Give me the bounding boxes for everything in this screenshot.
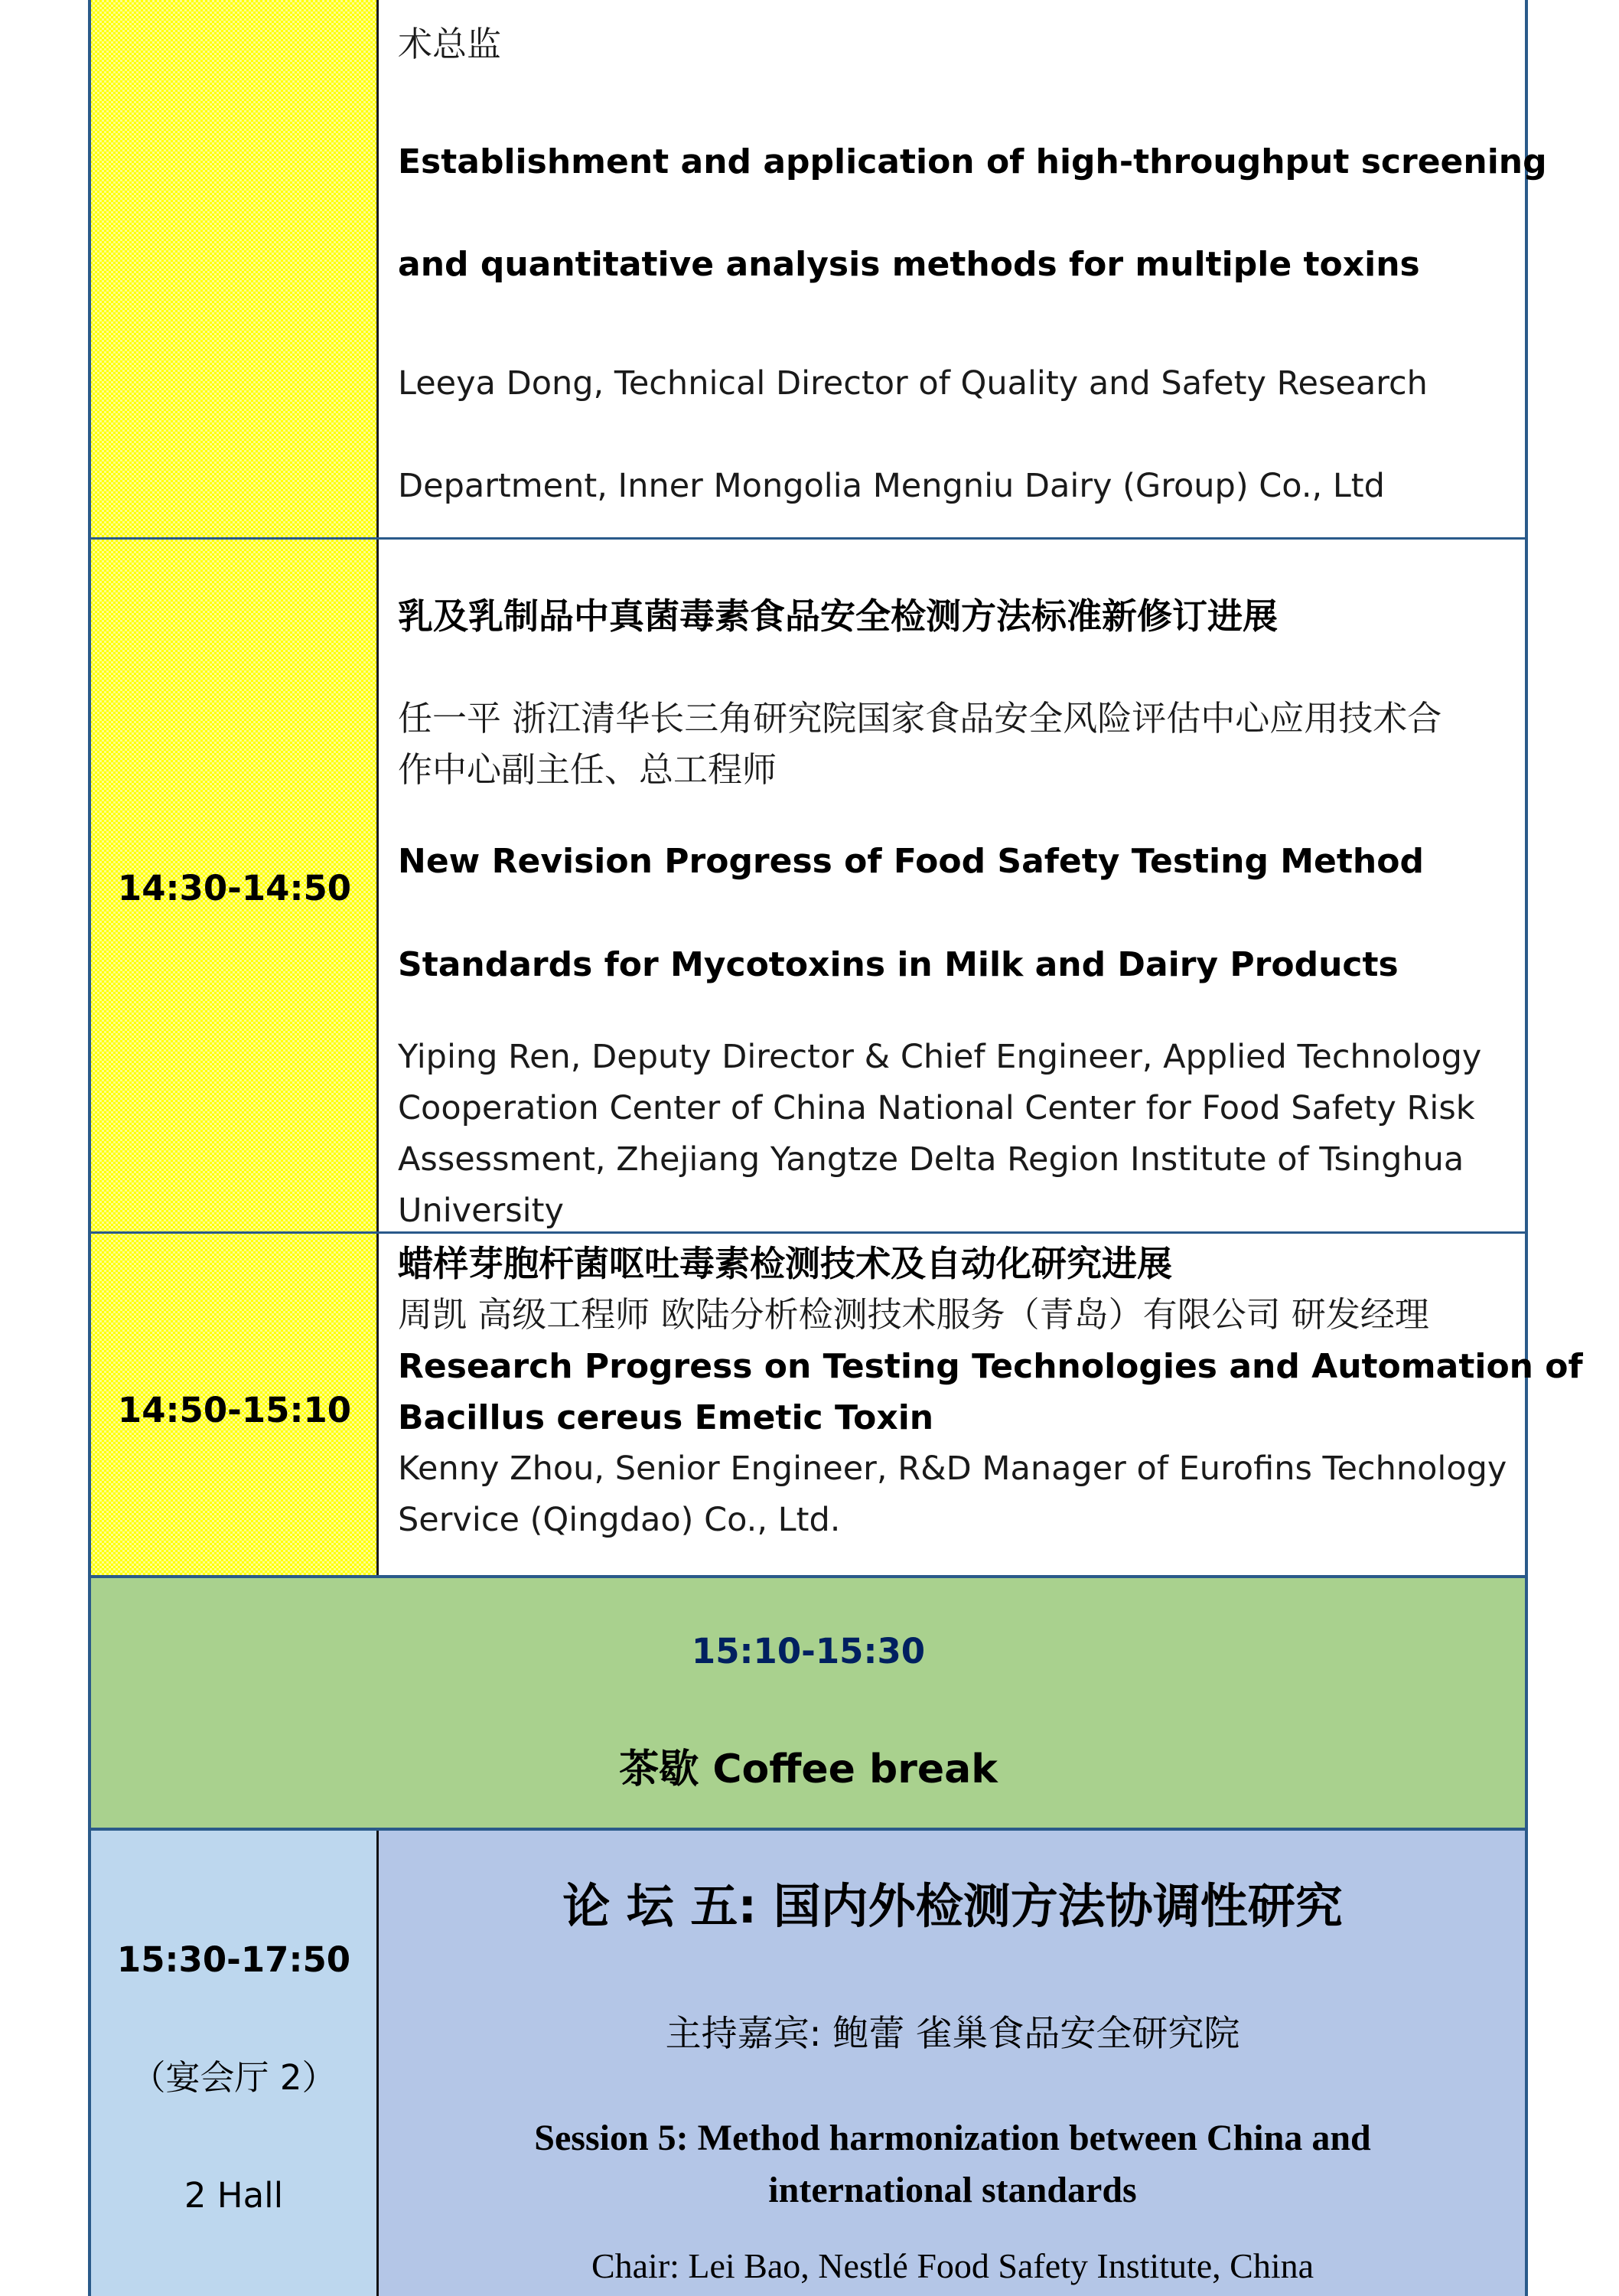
talk-title-zh: 乳及乳制品中真菌毒素食品安全检测方法标准新修订进展 (398, 595, 1278, 637)
speaker-en: Service (Qingdao) Co., Ltd. (398, 1501, 841, 1539)
speaker-zh: 任一平 浙江清华长三角研究院国家食品安全风险评估中心应用技术合 (398, 698, 1442, 739)
session-chair-en: Chair: Lei Bao, Nestlé Food Safety Institute, China (591, 2246, 1314, 2285)
talk-title-en: Bacillus cereus Emetic Toxin (398, 1398, 934, 1437)
talk-title-en: Research Progress on Testing Technologies and Automation of (398, 1347, 1583, 1386)
speaker-zh: 周凯 高级工程师 欧陆分析检测技术服务（青岛）有限公司 研发经理 (398, 1294, 1429, 1335)
break-time: 15:10-15:30 (691, 1631, 926, 1671)
speaker-en: Cooperation Center of China National Center for Food Safety Risk (398, 1089, 1475, 1127)
talk-title-en: Establishment and application of high-throughput screening (398, 142, 1547, 181)
time-slot: 14:30-14:50 (117, 868, 352, 908)
talk-title-en: New Revision Progress of Food Safety Testing Method (398, 842, 1424, 881)
talk-title-zh: 蜡样芽胞杆菌呕吐毒素检测技术及自动化研究进展 (398, 1243, 1172, 1284)
talk-title-en: and quantitative analysis methods for multiple toxins (398, 245, 1420, 284)
speaker-en: Yiping Ren, Deputy Director & Chief Engineer, Applied Technology (398, 1038, 1482, 1076)
speaker-en: Department, Inner Mongolia Mengniu Dairy (Group) Co., Ltd (398, 467, 1385, 505)
row-divider (90, 1575, 1526, 1578)
session-venue-zh: （宴会厅 2） (131, 2057, 337, 2098)
column-divider (376, 0, 379, 1577)
talk-title-en: Standards for Mycotoxins in Milk and Dairy Products (398, 945, 1399, 984)
speaker-zh-tail: 术总监 (398, 24, 502, 64)
break-label: 茶歇 Coffee break (619, 1746, 998, 1792)
row-divider (90, 1231, 1526, 1234)
speaker-en: University (398, 1192, 564, 1230)
session-chair-zh: 主持嘉宾: 鲍蕾 雀巢食品安全研究院 (665, 2013, 1240, 2055)
time-column-background (90, 0, 377, 1577)
session-time: 15:30-17:50 (116, 1939, 351, 1980)
speaker-en: Assessment, Zhejiang Yangtze Delta Region Institute of Tsinghua (398, 1140, 1464, 1179)
table-right-border (1525, 0, 1528, 2296)
row-divider (90, 537, 1526, 540)
session-title-en: international standards (768, 2170, 1137, 2210)
row-divider (90, 1828, 1526, 1831)
session-title-en: Session 5: Method harmonization between China and (534, 2118, 1371, 2158)
time-slot: 14:50-15:10 (117, 1390, 352, 1430)
speaker-en: Kenny Zhou, Senior Engineer, R&D Manager of Eurofins Technology (398, 1450, 1507, 1488)
speaker-en: Leeya Dong, Technical Director of Quality and Safety Research (398, 364, 1428, 403)
speaker-zh: 作中心副主任、总工程师 (398, 749, 777, 790)
session-title-zh: 论 坛 五: 国内外检测方法协调性研究 (562, 1878, 1343, 1934)
session-venue-en: 2 Hall (184, 2175, 284, 2216)
